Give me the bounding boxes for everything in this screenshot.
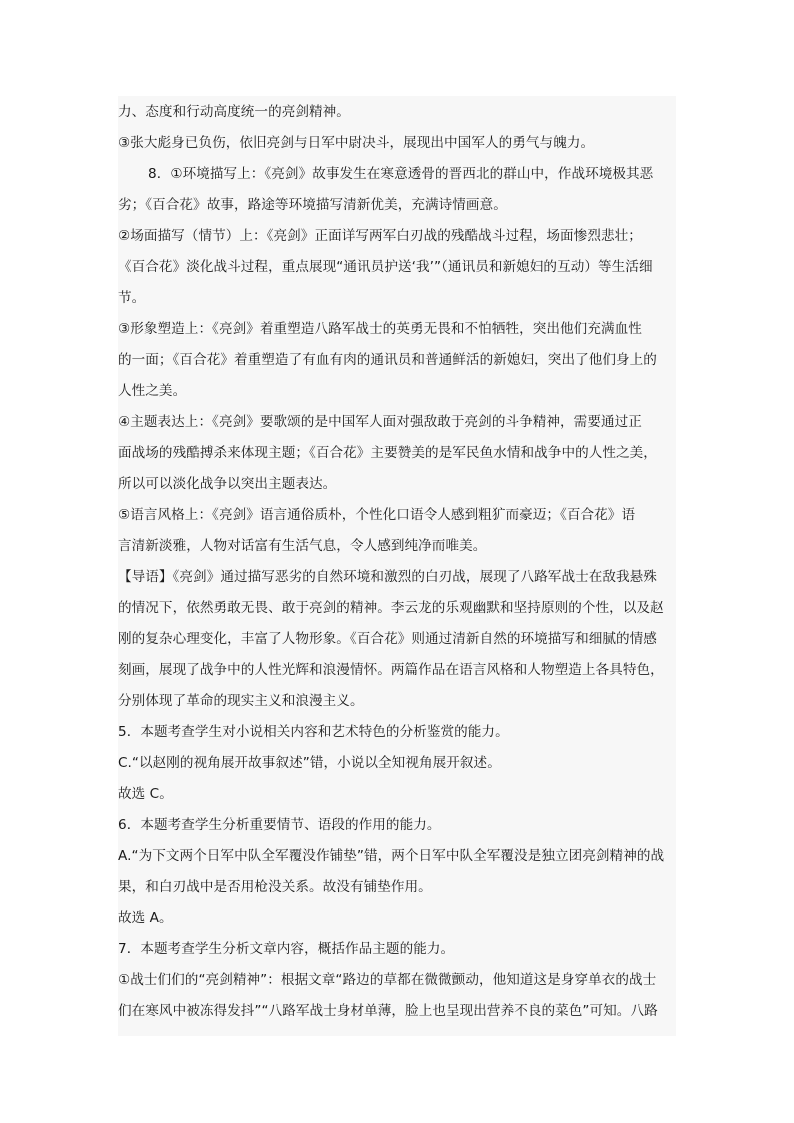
text-line: 刻画，展现了战争中的人性光辉和浪漫情怀。两篇作品在语言风格和人物塑造上各具特色， <box>118 662 664 678</box>
text-line: 故选 A。 <box>118 910 173 926</box>
text-line: 《百合花》淡化战斗过程，重点展现“通讯员护送‘我’”（通讯员和新媳妇的互动）等生活细 <box>118 259 653 275</box>
text-line: 劣；《百合花》故事，路途等环境描写清新优美，充满诗情画意。 <box>118 197 507 213</box>
text-line: ①战士们们的“亮剑精神”：根据文章“路边的草都在微微颤动，他知道这是身穿单衣的战士 <box>118 972 657 988</box>
text-line: 果，和白刃战中是否用枪没关系。故没有铺垫作用。 <box>118 879 432 895</box>
document-page-body <box>118 96 676 1036</box>
text-line: 的一面；《百合花》着重塑造了有血有肉的通讯员和普通鲜活的新媳妇，突出了他们身上的 <box>118 352 657 368</box>
text-line: ⑤语言风格上：《亮剑》语言通俗质朴，个性化口语令人感到粗犷而豪迈；《百合花》语 <box>118 507 636 523</box>
text-line: 6．本题考查学生分析重要情节、语段的作用的能力。 <box>118 817 441 833</box>
text-line: C.“以赵刚的视角展开故事叙述”错，小说以全知视角展开叙述。 <box>118 755 501 771</box>
text-line: 刚的复杂心理变化，丰富了人物形象。《百合花》则通过清新自然的环境描写和细腻的情感 <box>118 631 657 647</box>
text-line: 5．本题考查学生对小说相关内容和艺术特色的分析鉴赏的能力。 <box>118 724 509 740</box>
text-line: 故选 C。 <box>118 786 173 802</box>
text-line: ③形象塑造上：《亮剑》着重塑造八路军战士的英勇无畏和不怕牺牲，突出他们充满血性 <box>118 321 642 337</box>
text-line: 【导语】《亮剑》通过描写恶劣的自然环境和激烈的白刃战，展现了八路军战士在敌我悬殊 <box>118 569 657 585</box>
text-line: 们在寒风中被冻得发抖”“八路军战士身材单薄，脸上也呈现出营养不良的菜色”可知。八路 <box>118 1003 658 1019</box>
text-line: 分别体现了革命的现实主义和浪漫主义。 <box>118 693 364 709</box>
text-line: 面战场的残酷搏杀来体现主题；《百合花》主要赞美的是军民鱼水情和战争中的人性之美， <box>118 445 657 461</box>
text-line: 的情况下，依然勇敢无畏、敢于亮剑的精神。李云龙的乐观幽默和坚持原则的个性，以及赵 <box>118 600 664 616</box>
text-line: ③张大彪身已负伤，依旧亮剑与日军中尉决斗，展现出中国军人的勇气与魄力。 <box>118 135 595 151</box>
text-line: 力、态度和行动高度统一的亮剑精神。 <box>118 104 350 120</box>
text-line: ④主题表达上：《亮剑》要歌颂的是中国军人面对强敌敢于亮剑的斗争精神，需要通过正 <box>118 414 642 430</box>
text-line: 8．①环境描写上：《亮剑》故事发生在寒意透骨的晋西北的群山中，作战环境极其恶 <box>148 166 654 182</box>
text-line: 人性之美。 <box>118 383 187 399</box>
text-line: 节。 <box>118 290 146 306</box>
text-line: 7．本题考查学生分析文章内容，概括作品主题的能力。 <box>118 941 455 957</box>
text-line: 所以可以淡化战争以突出主题表达。 <box>118 476 337 492</box>
text-line: 言清新淡雅，人物对话富有生活气息，令人感到纯净而唯美。 <box>118 538 487 554</box>
text-line: ②场面描写（情节）上：《亮剑》正面详写两军白刃战的残酷战斗过程，场面惨烈悲壮； <box>118 228 642 244</box>
text-line: A.“为下文两个日军中队全军覆没作铺垫”错，两个日军中队全军覆没是独立团亮剑精神的战 <box>118 848 665 864</box>
